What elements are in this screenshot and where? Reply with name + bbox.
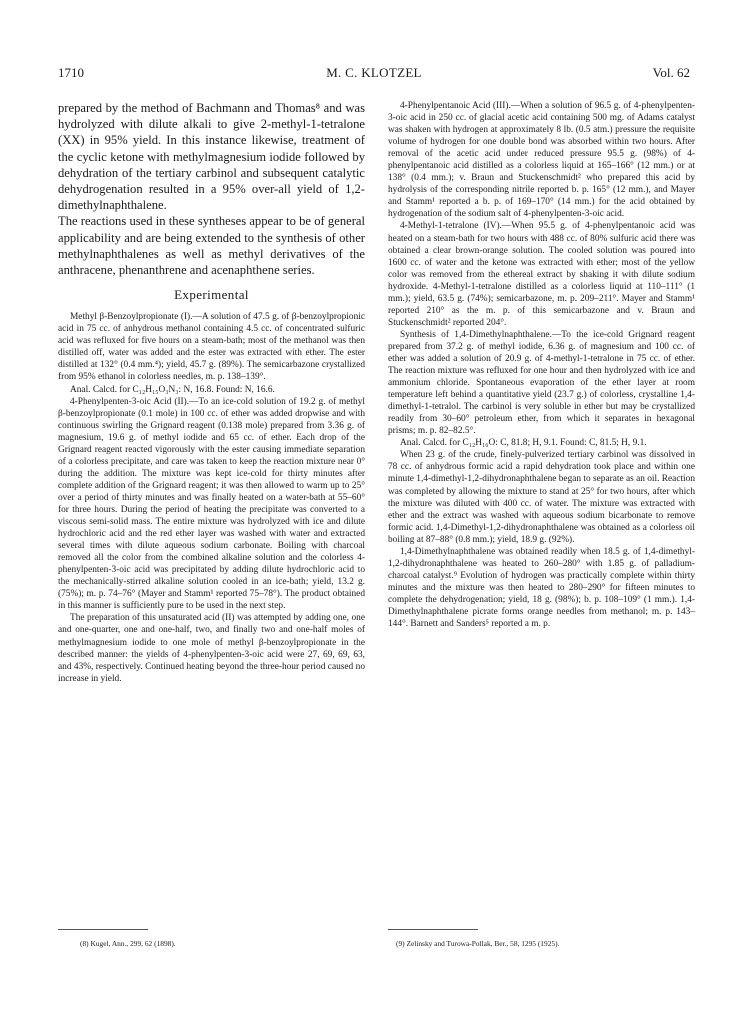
left-column bbox=[58, 100, 365, 685]
footnote-right: (9) Zelinsky and Turowa-Pollak, Ber., 58, 1295 (1925). bbox=[396, 939, 560, 948]
footnote-left: (8) Kugel, Ann., 299, 62 (1898). bbox=[80, 939, 176, 948]
page-header bbox=[58, 65, 690, 83]
right-paragraph-2: 4-Methyl-1-tetralone (IV).—When 95.5 g. of 4-phenylpentanoic acid was heated on a steam-bath for two hours with 488 cc. of 80% sulfuric acid there was obtained a clear brown-orange solution. The cooled solution was poured into 1600 cc. of water and the ketone was extracted with ether; most of the yellow color was removed from the ethereal extract by shaking it with dilute sodium hydroxide. 4-Methyl-1-tetralone distilled as a colorless liquid at 110–111° (1 mm.); yield, 63.5 g. (74%); semicarbazone, m. p. 209–211°. Mayer and Stamm¹ reported 210° as the m. p. of this semicarbazone and v. Braun and Stuckenschmidt² reported 204°. bbox=[388, 221, 695, 328]
intro-paragraph-1: prepared by the method of Bachmann and Thomas⁸ and was hydrolyzed with dilute alkali to give 2-methyl-1-tetralone (XX) in 95% yield. In this instance likewise, treatment of the cyclic ketone with methylmagnesium iodide followed by dehydration of the tertiary carbinol and subsequent catalytic dehydrogenation resulted in a 95% over-all yield of 1,2-dimethylnaphthalene. bbox=[58, 101, 365, 213]
running-head: M. C. KLOTZEL bbox=[326, 65, 422, 80]
right-column bbox=[388, 100, 695, 630]
footnote-rule-right bbox=[388, 929, 478, 930]
volume-label: Vol. 62 bbox=[652, 65, 690, 80]
footnote-rule-left bbox=[58, 929, 148, 930]
page-number: 1710 bbox=[58, 65, 84, 80]
experimental-analysis-1: Anal. Calcd. for C₁₂H₁₅O₃N₃: N, 16.8. Found: N, 16.6. bbox=[70, 384, 275, 395]
right-paragraph-6: 1,4-Dimethylnaphthalene was obtained readily when 18.5 g. of 1,4-dimethyl-1,2-dihydronaphthalene was heated to 260–280° with 1.85 g. of palladium-charcoal catalyst.⁹ Evolution of hydrogen was practically complete within thirty minutes and the mixture was then heated to 280–290° for fifteen minutes to complete the dehydrogenation; yield, 18 g. (98%); b. p. 108–109° (1 mm.). 1,4-Dimethylnaphthalene picrate forms orange needles from methanol; m. p. 143–144°. Barnett and Sanders⁵ reported a m. p. bbox=[388, 546, 695, 630]
section-heading-experimental: Experimental bbox=[174, 287, 249, 303]
right-paragraph-3: Synthesis of 1,4-Dimethylnaphthalene.—To the ice-cold Grignard reagent prepared from 37.2 g. of methyl iodide, 6.36 g. of magnesium and 100 cc. of ether was added a solution of 20.9 g. of 4-methyl-1-tetralone in 75 cc. of ether. The reaction mixture was refluxed for one hour and then hydrolyzed with ice and ammonium chloride. Spontaneous evaporation of the ether layer at room temperature left behind a quantitative yield (23.7 g.) of colorless, crystalline 1,4-dimethyl-1-tetralol. The carbinol is very soluble in ether but may be crystallized readily from 30–60° petroleum ether, from which it separates in hexagonal prisms; m. p. 82–82.5°. bbox=[388, 329, 695, 437]
experimental-paragraph-1: Methyl β-Benzoylpropionate (I).—A solution of 47.5 g. of β-benzoylpropionic acid in 75 cc. of anhydrous methanol containing 4.5 cc. of concentrated sulfuric acid was refluxed for five hours on a steam-bath; most of the methanol was then distilled off, water was added and the ester was extracted with ether. The ester distilled at 132° (0.4 mm.⁴); yield, 45.7 g. (89%). The semicarbazone crystallized from 95% ethanol in colorless needles, m. p. 138–139°. bbox=[58, 312, 365, 383]
intro-paragraph-2: The reactions used in these syntheses appear to be of general applicability and are being extended to the synthesis of other methylnaphthalenes as well as methyl derivatives of the anthracene, phenanthrene and acenaphthene series. bbox=[58, 214, 365, 278]
experimental-paragraph-3: The preparation of this unsaturated acid (II) was attempted by adding one, one and one-quarter, one and one-half, two, and finally two and one-half moles of methylmagnesium iodide to one mole of methyl β-benzoylpropionate in the described manner: the yields of 4-phenylpenten-3-oic acid were 27, 69, 69, 63, and 43%, respectively. Continued heating beyond the three-hour period caused no increase in yield. bbox=[58, 613, 365, 684]
experimental-paragraph-2: 4-Phenylpenten-3-oic Acid (II).—To an ice-cold solution of 19.2 g. of methyl β-benzoylpropionate (0.1 mole) in 100 cc. of ether was added dropwise and with continuous swirling the Grignard reagent (0.138 mole) prepared from 3.36 g. of magnesium, 19.6 g. of methyl iodide and 65 cc. of ether. Each drop of the Grignard reagent reacted vigorously with the ester causing immediate separation of a colorless precipitate, and care was taken to keep the reaction mixture near 0° during the addition. The mixture was kept ice-cold for thirty minutes after complete addition of the Grignard reagent; it was then allowed to warm up to 25° over a period of thirty minutes and was finally heated on a water-bath at 55–60° for three hours. During the period of heating the precipitate was converted to a viscous semi-solid mass. The entire mixture was hydrolyzed with ice and dilute hydrochloric acid and the red ether layer was washed with water and extracted several times with dilute aqueous sodium carbonate. Boiling with charcoal removed all the color from the combined alkaline solution and the colorless 4-phenylpenten-3-oic acid was precipitated by adding dilute hydrochloric acid to the mechanically-stirred alkaline solution cooled in an ice-bath; yield, 13.2 g. (75%); m. p. 74–76° (Mayer and Stamm¹ reported 75–78°). The product obtained in this manner is sufficiently pure to be used in the next step. bbox=[58, 396, 365, 612]
right-paragraph-5: When 23 g. of the crude, finely-pulverized tertiary carbinol was dissolved in 78 cc. of anhydrous formic acid a rapid dehydration took place and within one minute 1,4-dimethyl-1,2-dihydronaphthalene began to separate as an oil. Reaction was completed by allowing the mixture to stand at 25° for two hours, after which the mixture was diluted with 400 cc. of water. The mixture was extracted with ether and the extract was washed with aqueous sodium bicarbonate to remove formic acid. 1,4-Dimethyl-1,2-dihydronaphthalene was obtained as a colorless oil boiling at 87–88° (0.8 mm.); yield, 18.9 g. (92%). bbox=[388, 450, 695, 545]
right-paragraph-1: 4-Phenylpentanoic Acid (III).—When a solution of 96.5 g. of 4-phenylpenten-3-oic acid in 250 cc. of glacial acetic acid containing 500 mg. of Adams catalyst was shaken with hydrogen at approximately 8 lb. (0.5 atm.) pressure the requisite volume of hydrogen for one double bond was absorbed within two hours. After removal of the acetic acid under reduced pressure 95.5 g. (98%) of 4-phenylpentanoic acid distilled as a colorless liquid at 165–166° (12 mm.) or at 138° (0.4 mm.); v. Braun and Stuckenschmidt² who prepared this acid by hydrolysis of the corresponding nitrile reported b. p. 165° (12 mm.), and Mayer and Stamm¹ reported a b. p. of 169–170° (14 mm.) for the acid obtained by hydrogenation of the sodium salt of 4-phenylpenten-3-oic acid. bbox=[388, 101, 695, 220]
right-analysis: Anal. Calcd. for C₁₂H₁₆O: C, 81.8; H, 9.1. Found: C, 81.5; H, 9.1. bbox=[400, 438, 647, 449]
